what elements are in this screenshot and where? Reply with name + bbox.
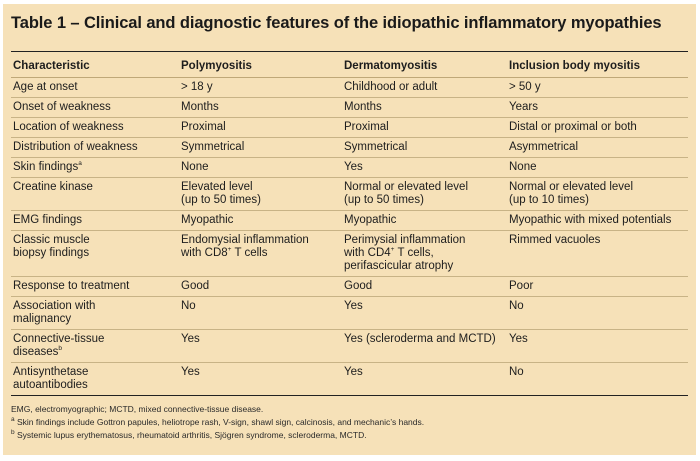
table-cell: Location of weakness — [11, 118, 179, 138]
table-cell — [11, 158, 179, 178]
table-cell: Childhood or adult — [342, 78, 507, 98]
table-cell: Poor — [507, 277, 688, 297]
table-cell: None — [507, 158, 688, 178]
table-cell: Normal or elevated level (up to 10 times) — [507, 178, 688, 211]
table-cell: Yes — [507, 330, 688, 363]
footnote-marker: a — [11, 416, 15, 424]
table-cell — [11, 330, 179, 363]
superscript-plus: + — [227, 246, 232, 254]
table-cell: Years — [507, 98, 688, 118]
cell-text: Skin findings — [13, 161, 79, 173]
table-cell: No — [179, 297, 342, 330]
table-row — [11, 78, 688, 98]
table-panel — [3, 4, 696, 455]
table-cell: Months — [179, 98, 342, 118]
table-cell: Age at onset — [11, 78, 179, 98]
table-cell: Onset of weakness — [11, 98, 179, 118]
footnote-a — [11, 417, 424, 427]
cell-text: Endomysial inflammation with CD8 — [181, 234, 309, 259]
table-cell: Creatine kinase — [11, 178, 179, 211]
table-cell — [342, 231, 507, 277]
footnote-text: Systemic lupus erythematosus, rheumatoid arthritis, Sjögren syndrome, scleroderma, MCTD. — [17, 430, 367, 440]
header-row — [11, 52, 688, 78]
table-row — [11, 231, 688, 277]
column-header: Inclusion body myositis — [507, 52, 688, 78]
table-cell: No — [507, 297, 688, 330]
table-cell: None — [179, 158, 342, 178]
table-cell: Distal or proximal or both — [507, 118, 688, 138]
table-cell: > 50 y — [507, 78, 688, 98]
table-cell: Myopathic — [179, 211, 342, 231]
cell-text: Connective-tissue diseases — [13, 333, 105, 358]
myopathy-table — [11, 52, 688, 396]
table-row — [11, 158, 688, 178]
table-row — [11, 363, 688, 396]
table-cell: Yes — [342, 297, 507, 330]
table-cell: Proximal — [179, 118, 342, 138]
table-title: Table 1 – Clinical and diagnostic features of the idiopathic inflammatory myopathies — [11, 14, 662, 32]
table-row — [11, 277, 688, 297]
table-cell: Good — [342, 277, 507, 297]
table-cell: Months — [342, 98, 507, 118]
table-cell: Myopathic — [342, 211, 507, 231]
table-cell: > 18 y — [179, 78, 342, 98]
table-cell: Symmetrical — [179, 138, 342, 158]
table-cell: EMG findings — [11, 211, 179, 231]
column-header: Polymyositis — [179, 52, 342, 78]
table-cell: No — [507, 363, 688, 396]
table-cell: Antisynthetase autoantibodies — [11, 363, 179, 396]
table-cell: Yes — [179, 330, 342, 363]
cell-text: Perimysial inflammation with CD4 — [344, 234, 466, 259]
table-cell: Yes — [342, 363, 507, 396]
table-row — [11, 330, 688, 363]
table-cell: Asymmetrical — [507, 138, 688, 158]
footnote-marker: b — [58, 345, 63, 353]
table-cell: Yes — [179, 363, 342, 396]
table-cell: Response to treatment — [11, 277, 179, 297]
superscript-plus: + — [390, 246, 395, 254]
table-cell: Association with malignancy — [11, 297, 179, 330]
table-cell — [179, 231, 342, 277]
table-row — [11, 138, 688, 158]
footnote-text: Skin findings include Gottron papules, heliotrope rash, V-sign, shawl sign, calcinosis, and mechanic’s hands. — [17, 417, 425, 427]
table-cell: Distribution of weakness — [11, 138, 179, 158]
table-row — [11, 211, 688, 231]
table-cell: Good — [179, 277, 342, 297]
cell-text: T cells, perifascicular atrophy — [344, 247, 454, 272]
table-cell: Yes — [342, 158, 507, 178]
footnote-marker: b — [11, 429, 15, 437]
footnote-abbreviations: EMG, electromyographic; MCTD, mixed connective-tissue disease. — [11, 404, 264, 414]
table-row — [11, 178, 688, 211]
table-cell: Classic muscle biopsy findings — [11, 231, 179, 277]
cell-text: T cells — [231, 247, 268, 259]
table-cell: Rimmed vacuoles — [507, 231, 688, 277]
table-cell: Myopathic with mixed potentials — [507, 211, 688, 231]
table-cell: Symmetrical — [342, 138, 507, 158]
footnote-marker: a — [78, 160, 82, 168]
table-row — [11, 297, 688, 330]
table-cell: Yes (scleroderma and MCTD) — [342, 330, 507, 363]
table-cell: Normal or elevated level (up to 50 times) — [342, 178, 507, 211]
table-row — [11, 98, 688, 118]
table-cell: Elevated level (up to 50 times) — [179, 178, 342, 211]
column-header: Dermatomyositis — [342, 52, 507, 78]
table-cell: Proximal — [342, 118, 507, 138]
column-header: Characteristic — [11, 52, 179, 78]
footnote-b — [11, 430, 367, 440]
table-row — [11, 118, 688, 138]
